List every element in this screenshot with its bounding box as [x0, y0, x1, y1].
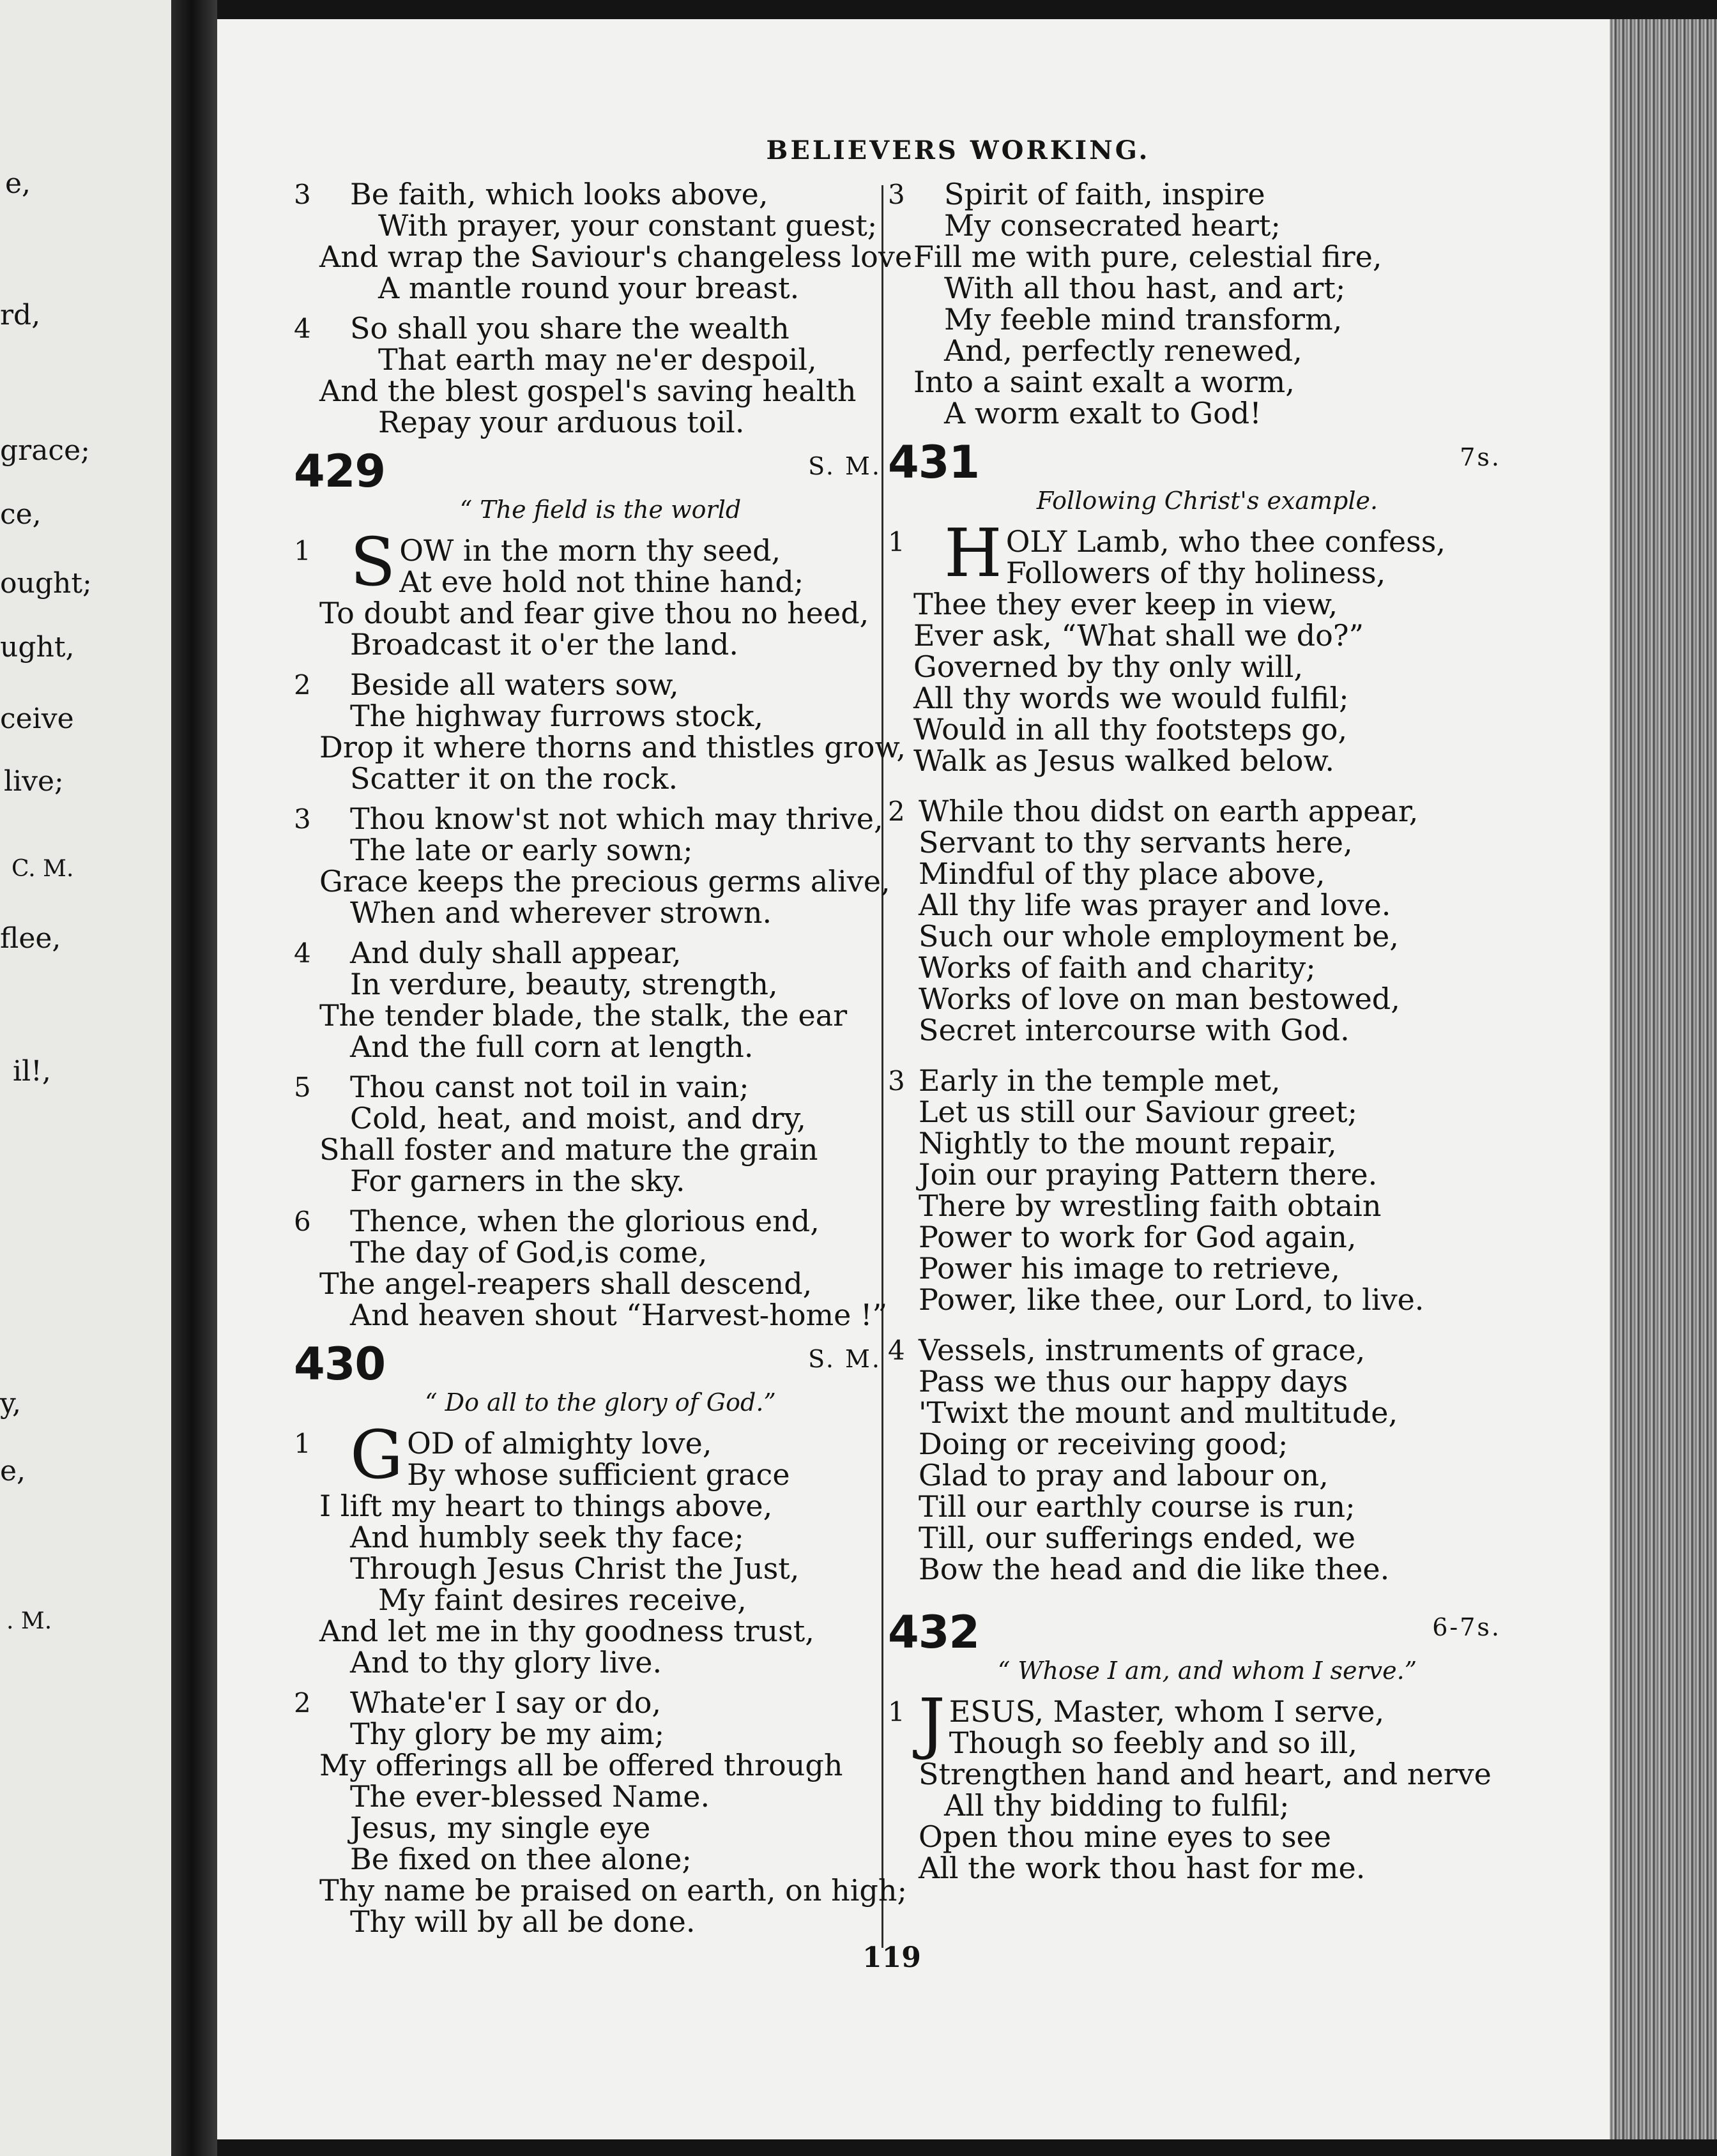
- stanza-number: 4: [294, 938, 311, 969]
- verse-line: Open thou mine eyes to see: [919, 1819, 1331, 1854]
- verse-line: At eve hold not thine hand;: [399, 565, 804, 599]
- verse-line: And let me in thy goodness trust,: [319, 1614, 814, 1648]
- verse-line: Through Jesus Christ the Just,: [350, 1551, 800, 1586]
- stanza: [294, 177, 913, 305]
- stanza-number: 3: [888, 1065, 905, 1097]
- verse-line: And duly shall appear,: [350, 936, 682, 970]
- fragment-text: e,: [5, 167, 31, 200]
- fragment-text: e,: [0, 1455, 26, 1487]
- left-column: [294, 177, 913, 1939]
- fragment-text: . M.: [6, 1608, 52, 1634]
- verse-line: OLY Lamb, who thee confess,: [1005, 524, 1446, 559]
- verse-line: The highway furrows stock,: [350, 699, 763, 733]
- stanza-number: 2: [294, 1687, 311, 1719]
- verse-line: Be fixed on thee alone;: [350, 1842, 692, 1876]
- hymn-number: 429: [294, 445, 386, 497]
- stanza: [294, 1204, 887, 1332]
- verse-line: Grace keeps the precious germs alive,: [319, 864, 890, 899]
- stanza: [294, 667, 906, 796]
- verse-line: When and wherever strown.: [350, 895, 772, 930]
- verse-line: Power to work for God again,: [919, 1220, 1357, 1254]
- drop-cap: J: [919, 1684, 945, 1762]
- verse-line: Repay your arduous toil.: [378, 405, 745, 439]
- stanza: [888, 179, 1501, 429]
- fragment-text: ce,: [0, 498, 42, 531]
- verse-line: Would in all thy footsteps go,: [913, 712, 1348, 747]
- stanza-number: 1: [294, 535, 311, 566]
- verse-line: With prayer, your constant guest;: [378, 208, 878, 243]
- verse-line: Governed by thy only will,: [913, 649, 1304, 684]
- verse-line: Be faith, which looks above,: [350, 177, 768, 211]
- stanza: [888, 1335, 1501, 1585]
- verse-line: By whose sufficient grace: [407, 1457, 790, 1492]
- fragment-text: ought;: [0, 567, 92, 600]
- stanza-number: 2: [294, 669, 311, 701]
- verse-line: Power his image to retrieve,: [919, 1251, 1340, 1286]
- verse-line: The angel-reapers shall descend,: [319, 1266, 813, 1301]
- stanza-number: 4: [294, 313, 311, 344]
- verse-line: And heaven shout “Harvest-home !”: [350, 1298, 887, 1332]
- stanza: [294, 523, 881, 662]
- stanza: [294, 1072, 881, 1197]
- verse-line: My consecrated heart;: [944, 208, 1281, 243]
- verse-line: Beside all waters sow,: [350, 667, 679, 702]
- verse-line: The tender blade, the stalk, the ear: [319, 998, 848, 1033]
- verse-line: And humbly seek thy face;: [350, 1520, 744, 1554]
- verse-line: Works of faith and charity;: [919, 950, 1316, 985]
- hymn-meter: 6-7s.: [1432, 1613, 1501, 1641]
- verse-line: Thy name be praised on earth, on high;: [319, 1873, 907, 1908]
- verse-line: Let us still our Saviour greet;: [919, 1095, 1357, 1129]
- stanza-number: 2: [888, 796, 905, 827]
- verse-line: The late or early sown;: [350, 833, 693, 867]
- verse-line: Glad to pray and labour on,: [919, 1458, 1329, 1492]
- hymn-number: 431: [888, 436, 980, 489]
- stanza-number: 1: [888, 526, 905, 558]
- stanza-number: 6: [294, 1206, 311, 1237]
- stanza: [888, 1065, 1501, 1316]
- verse-line: A worm exalt to God!: [944, 396, 1262, 430]
- verse-line: Thou know'st not which may thrive,: [350, 801, 883, 836]
- verse-line: Scatter it on the rock.: [350, 761, 678, 796]
- verse-line: Pass we thus our happy days: [919, 1364, 1348, 1399]
- verse-line: Spirit of faith, inspire: [944, 177, 1265, 211]
- verse-line: Shall foster and mature the grain: [319, 1132, 818, 1167]
- verse-line: Works of love on man bestowed,: [919, 982, 1400, 1016]
- hymn-title: “ Whose I am, and whom I serve.”: [997, 1657, 1417, 1685]
- verse-line: Vessels, instruments of grace,: [919, 1333, 1366, 1367]
- verse-line: My feeble mind transform,: [944, 302, 1343, 337]
- hymn-meter: 7s.: [1460, 443, 1501, 471]
- verse-line: Doing or receiving good;: [919, 1427, 1288, 1461]
- fragment-text: live;: [4, 765, 64, 798]
- hymn-meter: S. M.: [808, 1345, 881, 1373]
- verse-line: Thence, when the glorious end,: [350, 1204, 820, 1238]
- fragment-text: ught,: [0, 631, 75, 664]
- verse-line: Walk as Jesus walked below.: [913, 743, 1334, 778]
- verse-line: Till, our sufferings ended, we: [919, 1521, 1355, 1555]
- verse-line: To doubt and fear give thou no heed,: [319, 596, 869, 630]
- verse-line: Fill me with pure, celestial fire,: [913, 239, 1382, 274]
- verse-line: Jesus, my single eye: [350, 1811, 651, 1845]
- drop-cap: S: [350, 523, 396, 601]
- previous-page-edge: [0, 0, 171, 2156]
- stanza-number: 3: [294, 803, 311, 835]
- stanza: [294, 313, 881, 438]
- verse-line: And to thy glory live.: [350, 1645, 662, 1680]
- verse-line: While thou didst on earth appear,: [919, 794, 1419, 828]
- verse-line: Followers of thy holiness,: [1005, 556, 1386, 590]
- verse-line: Thy will by all be done.: [350, 1904, 696, 1939]
- verse-line: I lift my heart to things above,: [319, 1489, 773, 1523]
- verse-line: Nightly to the mount repair,: [919, 1126, 1337, 1160]
- stanza-number: 1: [888, 1696, 905, 1727]
- verse-line: OD of almighty love,: [407, 1426, 712, 1461]
- verse-line: OW in the morn thy seed,: [399, 533, 781, 568]
- verse-line: Drop it where thorns and thistles grow,: [319, 730, 906, 764]
- stanza: [294, 1685, 907, 1939]
- fragment-text: grace;: [0, 434, 90, 467]
- verse-line: And wrap the Saviour's changeless love: [319, 239, 913, 274]
- verse-line: All thy life was prayer and love.: [919, 888, 1391, 922]
- verse-line: In verdure, beauty, strength,: [350, 967, 778, 1001]
- verse-line: Ever ask, “What shall we do?”: [913, 618, 1364, 653]
- fragment-text: rd,: [0, 299, 41, 331]
- verse-line: So shall you share the wealth: [350, 311, 790, 345]
- hymn-header: [294, 1340, 881, 1388]
- verse-line: A mantle round your breast.: [378, 271, 800, 305]
- fragment-text: il!,: [13, 1055, 51, 1088]
- verse-line: Thy glory be my aim;: [350, 1717, 665, 1751]
- verse-line: Whate'er I say or do,: [350, 1685, 662, 1720]
- verse-line: Mindful of thy place above,: [919, 856, 1325, 891]
- verse-line: My offerings all be offered through: [319, 1748, 843, 1782]
- stanza-number: 5: [294, 1072, 311, 1103]
- verse-line: All the work thou hast for me.: [919, 1851, 1366, 1885]
- hymn-number: 430: [294, 1338, 386, 1390]
- stanza-number: 3: [294, 179, 311, 210]
- hymn-header: [888, 1608, 1501, 1657]
- verse-line: 'Twixt the mount and multitude,: [919, 1395, 1398, 1430]
- right-column: [888, 179, 1501, 1884]
- stanza: [294, 1416, 881, 1680]
- verse-line: And, perfectly renewed,: [944, 333, 1302, 368]
- stanza: [888, 796, 1501, 1046]
- stanza-number: 4: [888, 1335, 905, 1366]
- hymn-meter: S. M.: [808, 452, 881, 480]
- stanza: [888, 1684, 1501, 1885]
- fragment-text: y,: [0, 1387, 21, 1420]
- hymn-header: [294, 447, 881, 496]
- stanza: [888, 514, 1501, 778]
- verse-line: Broadcast it o'er the land.: [350, 627, 739, 662]
- verse-line: Servant to thy servants here,: [919, 825, 1353, 860]
- hymn-title: Following Christ's example.: [1036, 487, 1378, 515]
- verse-line: That earth may ne'er despoil,: [378, 342, 817, 377]
- verse-line: Strengthen hand and heart, and nerve: [919, 1757, 1492, 1791]
- verse-line: Secret intercourse with God.: [919, 1013, 1350, 1047]
- verse-line: The day of God,is come,: [350, 1235, 708, 1270]
- verse-line: All thy bidding to fulfil;: [944, 1788, 1290, 1823]
- verse-line: And the blest gospel's saving health: [319, 374, 857, 408]
- verse-line: Power, like thee, our Lord, to live.: [919, 1282, 1424, 1317]
- page-number: 119: [862, 1941, 921, 1974]
- verse-line: Join our praying Pattern there.: [919, 1157, 1378, 1192]
- drop-cap: H: [944, 514, 1002, 592]
- verse-line: And the full corn at length.: [350, 1029, 754, 1064]
- hymn-title: “ Do all to the glory of God.”: [425, 1388, 776, 1416]
- verse-line: Though so feebly and so ill,: [949, 1726, 1357, 1760]
- fragment-text: ceive: [0, 702, 74, 735]
- verse-line: The ever-blessed Name.: [350, 1779, 710, 1814]
- fragment-text: C. M.: [11, 856, 74, 882]
- column-rule: [881, 185, 883, 1948]
- verse-line: With all thou hast, and art;: [944, 271, 1346, 305]
- verse-line: Bow the head and die like thee.: [919, 1552, 1390, 1586]
- verse-line: Till our earthly course is run;: [919, 1489, 1355, 1524]
- page-edges: [1610, 19, 1717, 2139]
- stanza: [294, 801, 890, 930]
- hymn-number: 432: [888, 1606, 980, 1659]
- verse-line: Into a saint exalt a worm,: [913, 365, 1295, 399]
- verse-line: My faint desires receive,: [378, 1583, 747, 1617]
- verse-line: There by wrestling faith obtain: [919, 1188, 1382, 1223]
- book-gutter: [171, 0, 217, 2156]
- fragment-text: flee,: [0, 922, 61, 955]
- stanza-number: 1: [294, 1428, 311, 1459]
- running-head: BELIEVERS WORKING.: [766, 135, 1150, 165]
- verse-line: Early in the temple met,: [919, 1063, 1281, 1098]
- hymnal-page: [217, 19, 1610, 2139]
- verse-line: Thee they ever keep in view,: [913, 587, 1338, 621]
- hymn-title: “ The field is the world: [459, 496, 742, 524]
- verse-line: Cold, heat, and moist, and dry,: [350, 1101, 806, 1135]
- verse-line: All thy words we would fulfil;: [913, 681, 1349, 715]
- stanza-number: 3: [888, 179, 905, 210]
- hymn-header: [888, 438, 1501, 487]
- verse-line: For garners in the sky.: [350, 1164, 685, 1198]
- verse-line: ESUS, Master, whom I serve,: [949, 1694, 1385, 1729]
- verse-line: Thou canst not toil in vain;: [350, 1070, 749, 1104]
- drop-cap: G: [350, 1416, 404, 1494]
- stanza: [294, 938, 881, 1063]
- verse-line: Such our whole employment be,: [919, 919, 1399, 953]
